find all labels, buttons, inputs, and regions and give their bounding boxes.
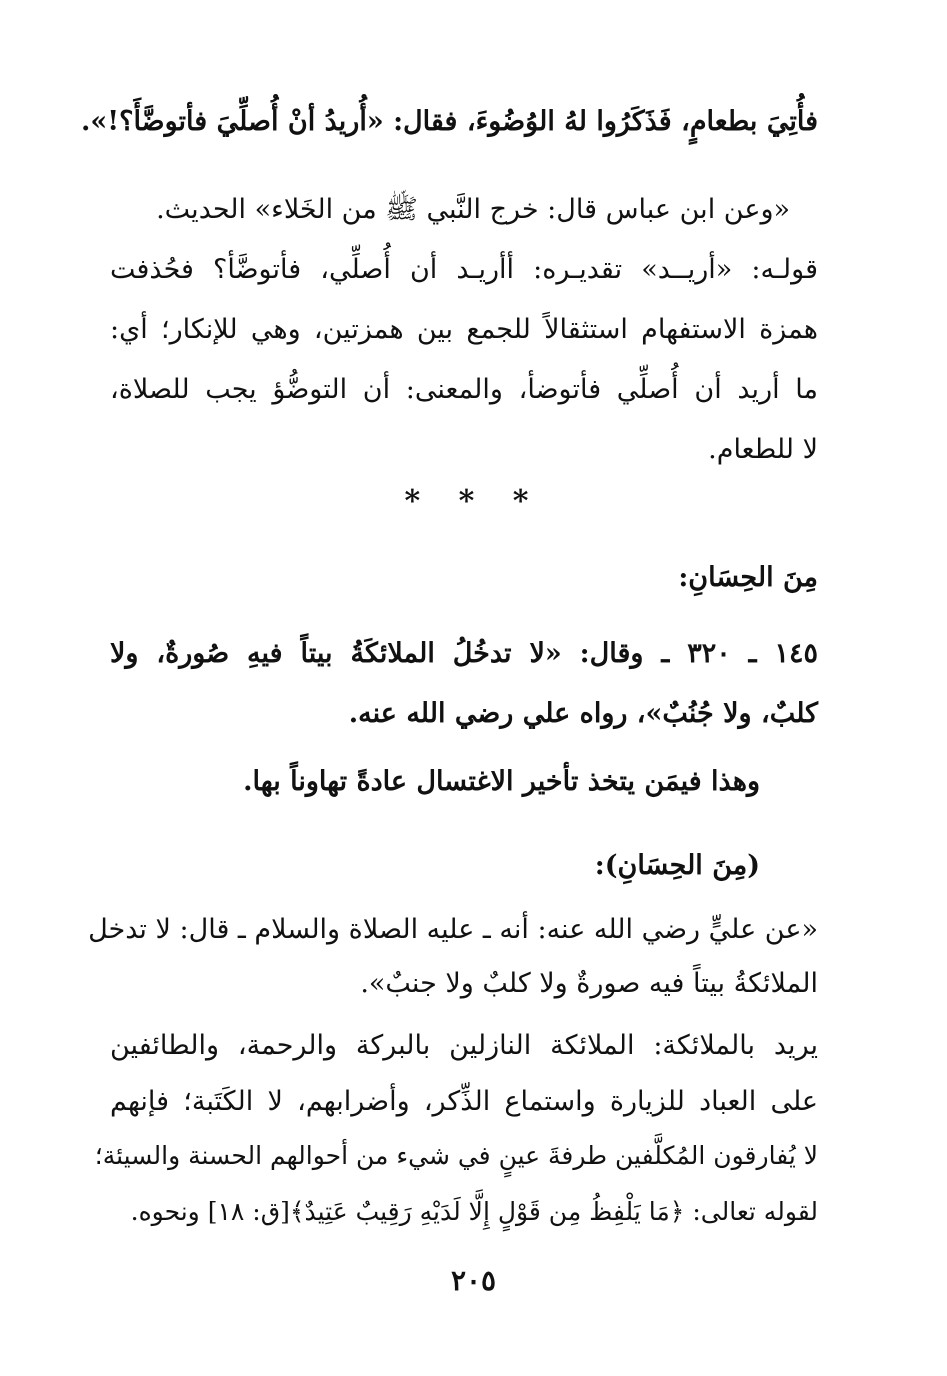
commentary-line: ما أريد أن أُصلِّي فأتوضأ، والمعنى: أن التوضُّؤ يجب للصلاة، bbox=[110, 374, 818, 405]
commentary-line: لا يُفارقون المُكلَّفين طرفةَ عينٍ في شيء من أحوالهم الحسنة والسيئة؛ bbox=[94, 1141, 818, 1170]
section-separator: * * * bbox=[404, 484, 543, 519]
page-number: ٢٠٥ bbox=[450, 1264, 497, 1297]
hadith-ending-line: فأُتِيَ بطعامٍ، فَذَكَرُوا لهُ الوُضُوءَ، فقال: «أُريدُ أنْ أُصلِّيَ فأتوضَّأَ؟!». bbox=[80, 106, 818, 137]
commentary-line: على العباد للزيارة واستماع الذِّكر، وأضرابهم، لا الكَتَبة؛ فإنهم bbox=[110, 1086, 818, 1117]
hadith-text-line: كلبٌ، ولا جُنُبٌ»، رواه علي رضي الله عنه. bbox=[348, 698, 818, 729]
section-heading: مِنَ الحِسَانِ: bbox=[678, 562, 818, 593]
commentary-line: «عن عليٍّ رضي الله عنه: أنه ـ عليه الصلاة والسلام ـ قال: لا تدخل bbox=[88, 914, 818, 945]
commentary-line: الملائكةُ بيتاً فيه صورةٌ ولا كلبٌ ولا جنبٌ». bbox=[360, 968, 818, 999]
hadith-text-line: ١٤٥ ـ ٣٢٠ ـ وقال: «لا تدخُلُ الملائكَةُ بيتاً فيهِ صُورةٌ، ولا bbox=[110, 638, 818, 669]
commentary-line: قولـه: «أريــد» تقديـره: أأريـد أن أُصلِّي، فأتوضَّأ؟ فحُذفت bbox=[110, 254, 818, 285]
hadith-note-line: وهذا فيمَن يتخذ تأخير الاغتسال عادةً تهاوناً بها. bbox=[243, 766, 760, 797]
commentary-line: لا للطعام. bbox=[708, 434, 818, 465]
commentary-line: «وعن ابن عباس قال: خرج النَّبي ﷺ من الخَلاء» الحديث. bbox=[156, 194, 790, 225]
quran-citation-line: لقوله تعالى: ﴿مَا يَلْفِظُ مِن قَوْلٍ إِلَّا لَدَيْهِ رَقِيبٌ عَتِيدٌ﴾[ق: ١٨] ونحوه. bbox=[130, 1197, 818, 1226]
commentary-heading: (مِنَ الحِسَانِ): bbox=[594, 850, 760, 881]
commentary-line: همزة الاستفهام استثقالاً للجمع بين همزتين، وهي للإنكار؛ أي: bbox=[110, 314, 818, 345]
commentary-line: يريد بالملائكة: الملائكة النازلين بالبركة والرحمة، والطائفين bbox=[110, 1030, 818, 1061]
